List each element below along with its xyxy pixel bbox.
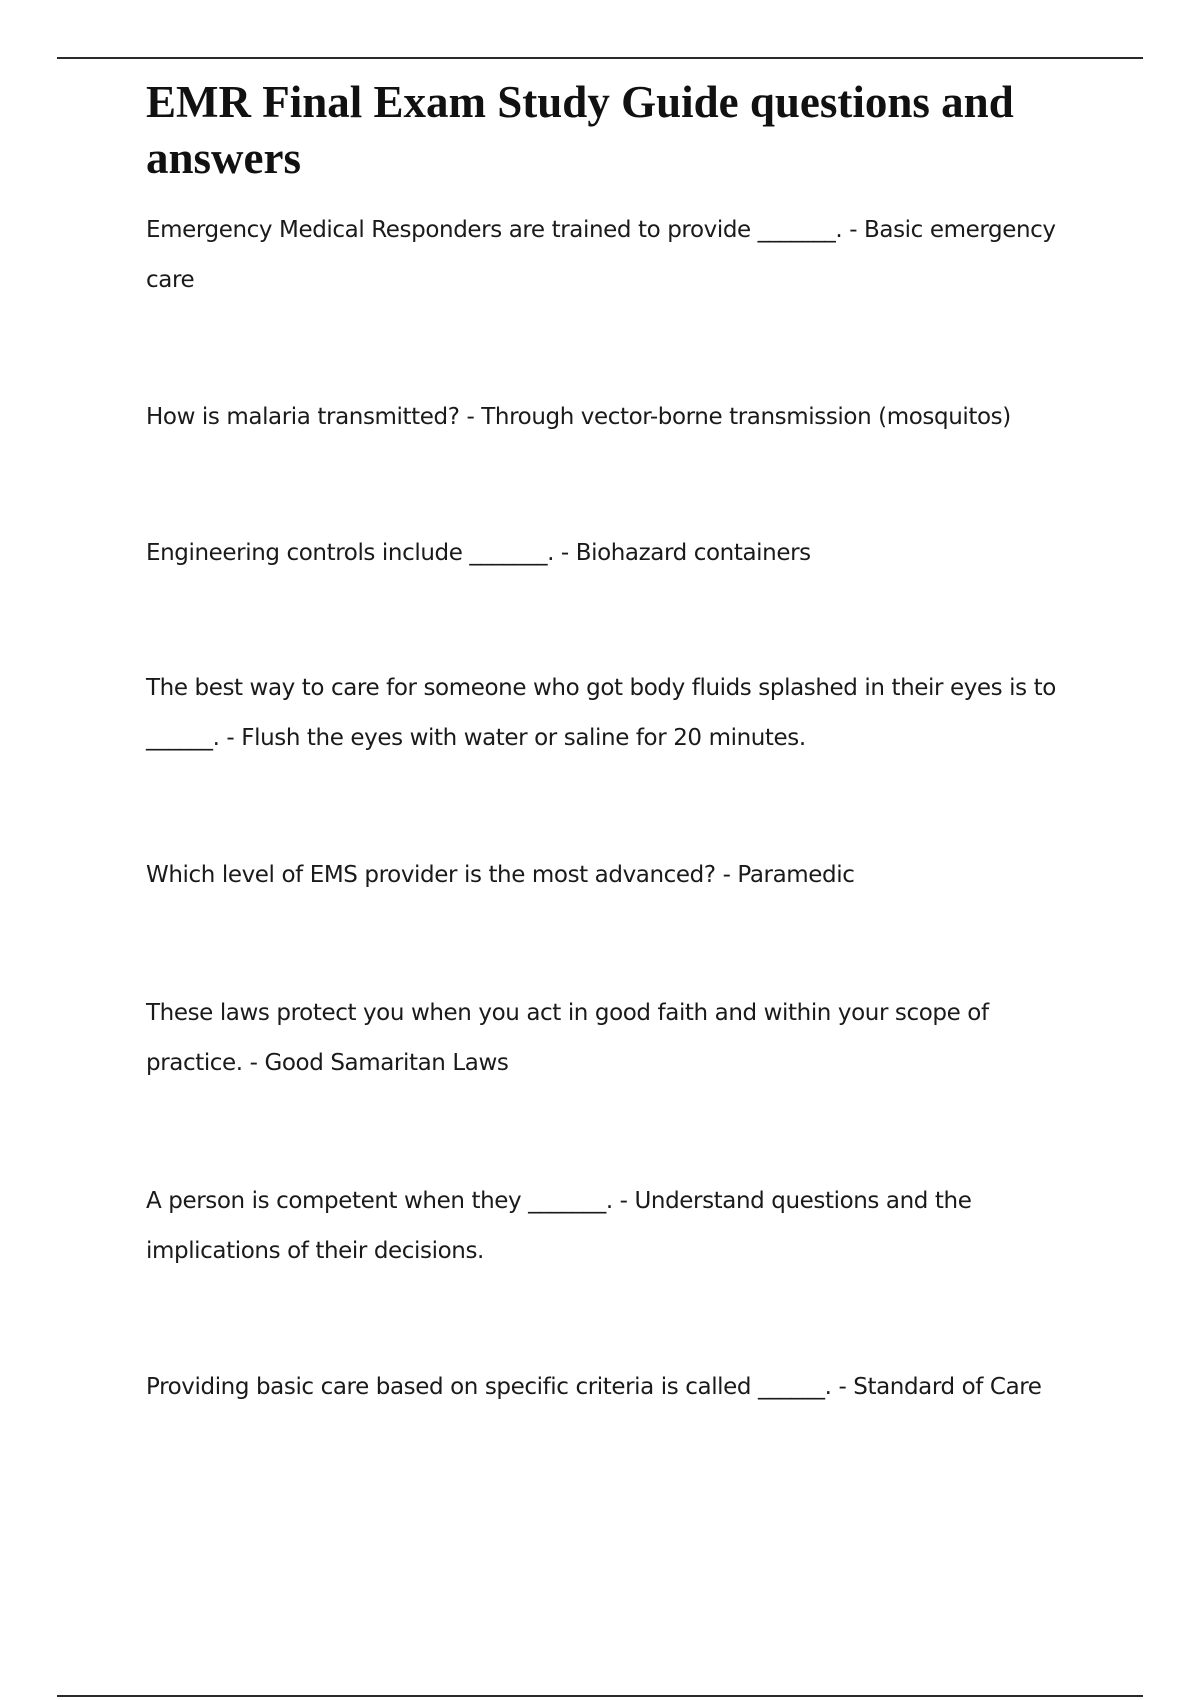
question-text: A person is competent when they _______. xyxy=(146,1188,613,1214)
question-text: The best way to care for someone who got body fluids splashed in their eyes is to ______. xyxy=(146,675,1056,751)
qa-separator: - xyxy=(553,540,576,566)
qa-separator: - xyxy=(612,1188,635,1214)
document-title: EMR Final Exam Study Guide questions and answers xyxy=(146,77,1014,183)
answer-text: Flush the eyes with water or saline for 20 minutes. xyxy=(241,725,806,751)
qa-separator: - xyxy=(831,1374,854,1400)
qa-separator: - xyxy=(219,725,242,751)
qa-separator: - xyxy=(715,862,738,888)
top-rule xyxy=(57,57,1143,59)
answer-text: Understand questions and the implications of their decisions. xyxy=(146,1188,972,1264)
qa-item xyxy=(146,850,1086,900)
qa-item xyxy=(146,392,1086,442)
qa-item xyxy=(146,1176,1086,1276)
bottom-rule xyxy=(57,1695,1143,1697)
answer-text: Through vector-borne transmission (mosquitos) xyxy=(481,404,1011,430)
qa-item xyxy=(146,205,1086,305)
question-text: Providing basic care based on specific criteria is called ______. xyxy=(146,1374,832,1400)
qa-item xyxy=(146,528,1086,578)
qa-item xyxy=(146,663,1086,763)
qa-separator: - xyxy=(842,217,865,243)
question-text: Emergency Medical Responders are trained to provide _______. xyxy=(146,217,843,243)
question-text: Engineering controls include _______. xyxy=(146,540,554,566)
answer-text: Biohazard containers xyxy=(575,540,811,566)
qa-item xyxy=(146,1362,1086,1412)
qa-item xyxy=(146,988,1086,1088)
answer-text: Basic emergency care xyxy=(146,217,1056,293)
question-text: How is malaria transmitted? xyxy=(146,404,460,430)
question-text: These laws protect you when you act in good faith and within your scope of practice. xyxy=(146,1000,989,1076)
answer-text: Standard of Care xyxy=(853,1374,1042,1400)
qa-separator: - xyxy=(459,404,482,430)
answer-text: Paramedic xyxy=(737,862,855,888)
answer-text: Good Samaritan Laws xyxy=(264,1050,509,1076)
question-text: Which level of EMS provider is the most advanced? xyxy=(146,862,716,888)
qa-separator: - xyxy=(242,1050,265,1076)
